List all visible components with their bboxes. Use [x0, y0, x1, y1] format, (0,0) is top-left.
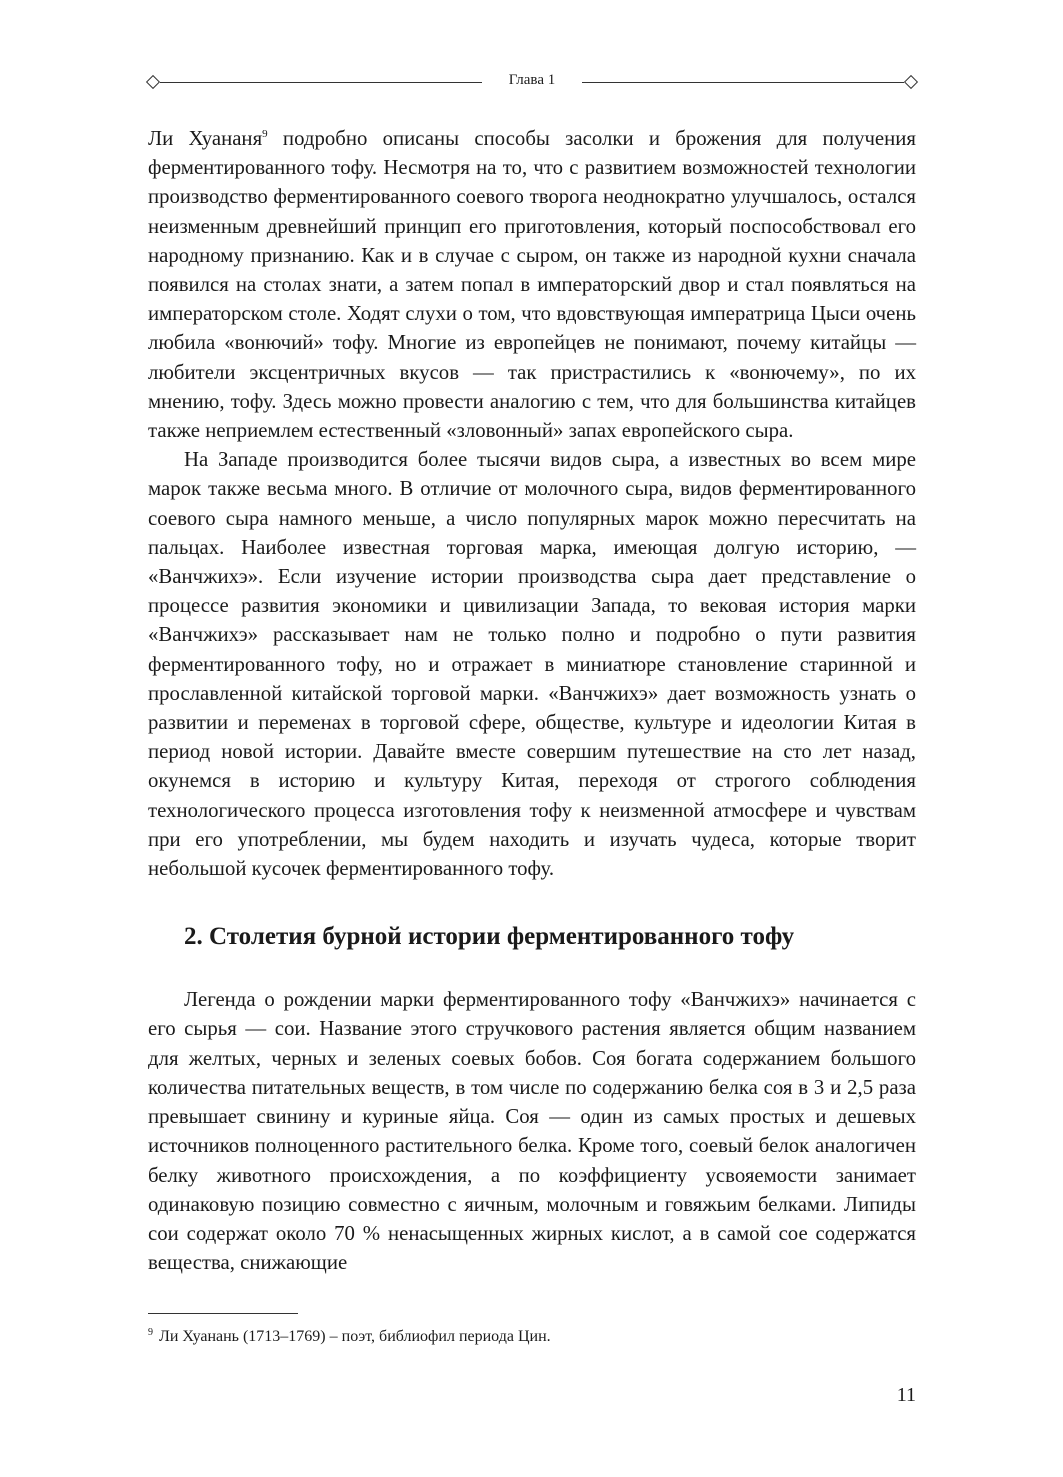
paragraph-1-rest: подробно описаны способы засолки и брожения для получения ферментированного тофу. Несмотря на то, что с развитием возможностей технологии производство ферментированного соевого творога неоднократно улучшалось, остался неизменным древнейший принцип его приготовления, который поспособствовал его народному признанию. Как и в случае с сыром, он также из народной кухни сначала появился на столах знати, а затем попал в императорский двор и стал появляться на императорском столе. Ходят слухи о том, что вдовствующая императрица Цыси очень любила «вонючий» тофу. Многие из европейцев не понимают, почему китайцы — любители эксцентричных вкусов — так пристрастились к «вонючему», по их мнению, тофу. Здесь можно провести аналогию с тем, что для большинства китайцев также неприемлем естественный «зловонный» запах европейского сыра.: [148, 127, 916, 443]
footnote-reference[interactable]: 9: [262, 128, 268, 140]
footnote-divider: [148, 1313, 298, 1314]
footnote-text: Ли Хуанань (1713–1769) – поэт, библиофил периода Цин.: [159, 1328, 551, 1345]
page-number: 11: [896, 1384, 916, 1406]
section-paragraph: Легенда о рождении марки ферментированного тофу «Ванчжихэ» начинается с его сырья — сои. Название этого стручкового растения является общим названием для желтых, черных и зеленых соевых бобов. Соя богата содержанием большого количества питательных веществ, в том числе по содержанию белка соя в 3 и 2,5 раза превышает свинину и куриные яйца. Соя — один из самых простых и дешевых источников полноценного растительного белка. Кроме того, соевый белок аналогичен белку животного происхождения, а по коэффициенту усвояемости занимает одинаковую позицию совместно с яичным, молочным и говяжьим белками. Липиды сои содержат около 70 % ненасыщенных жирных кислот, а в самой сое содержатся вещества, снижающие: [148, 988, 916, 1275]
header-ornament-left: [146, 75, 160, 89]
paragraph-1-start: Ли Хуананя: [148, 127, 263, 150]
section-heading: 2. Столетия бурной истории ферментированного тофу: [184, 923, 795, 951]
header-ornament-right: [904, 75, 918, 89]
header-rule-left: [160, 82, 482, 83]
footnote: [148, 1326, 916, 1348]
chapter-title: Глава 1: [508, 72, 556, 88]
paragraph-2: На Западе производится более тысячи видов сыра, а известных во всем мире марок также весьма много. В отличие от молочного сыра, видов ферментированного соевого сыра намного меньше, а число популярных марок можно пересчитать на пальцах. Наиболее известная торговая марка, имеющая долгую историю, — «Ванчжихэ». Если изучение истории производства сыра дает представление о процессе развития экономики и цивилизации Запада, то вековая история марки «Ванчжихэ» рассказывает нам не только полно и подробно о пути развития ферментированного тофу, но и отражает в миниатюре становление старинной и прославленной китайской торговой марки. «Ванчжихэ» дает возможность узнать о развитии и переменах в торговой сфере, обществе, культуре и идеологии Китая в период новой истории. Давайте вместе совершим путешествие на сто лет назад, окунемся в историю и культуру Китая, переходя от строгого соблюдения технологического процесса изготовления тофу к неизменной атмосфере и чувствам при его употреблении, мы будем находить и изучать чудеса, которые творит небольшой кусочек ферментированного тофу.: [148, 448, 916, 881]
header-rule-right: [582, 82, 904, 83]
page-body: [148, 124, 916, 1277]
running-header: [146, 66, 918, 98]
footnote-mark: 9: [148, 1327, 153, 1338]
paragraph-1: [148, 124, 916, 445]
